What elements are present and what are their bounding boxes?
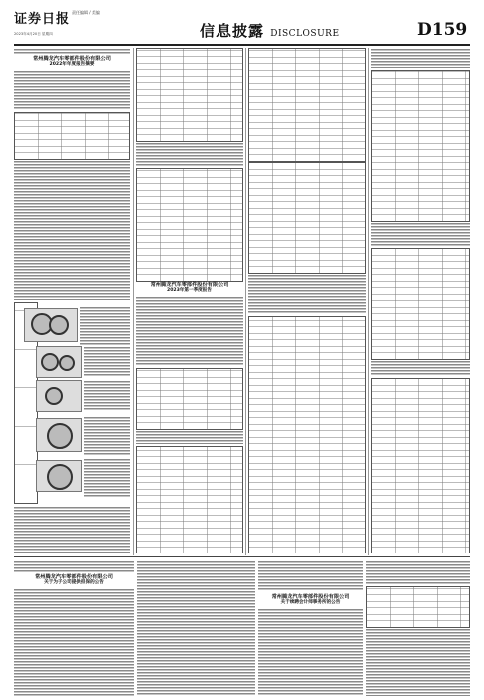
masthead [0, 0, 484, 44]
column-divider [245, 48, 246, 555]
bottom-left-article [14, 560, 134, 696]
text-block [136, 430, 243, 444]
text-block [14, 70, 130, 110]
text-block [80, 306, 130, 346]
cashflow-table [248, 162, 366, 274]
text-block [14, 160, 130, 300]
header-rule [14, 44, 470, 46]
text-block [258, 608, 363, 696]
article-subtitle: 2023年第一季度报告 [167, 288, 212, 293]
section-title-en: DISCLOSURE [270, 29, 340, 39]
product-photo [24, 308, 78, 342]
section-title [200, 20, 340, 41]
quarterly-table [136, 368, 243, 430]
dateline: 2023年4月20日 星期四 [14, 32, 53, 36]
product-photo [36, 418, 82, 452]
text-block [14, 560, 134, 572]
text-block [371, 360, 470, 376]
text-block [14, 48, 130, 54]
column-center-right [248, 48, 366, 553]
shareholder-table [136, 168, 243, 282]
text-block [136, 142, 243, 166]
balance-sheet-table [136, 446, 243, 553]
text-block [84, 458, 130, 498]
text-block [84, 416, 130, 456]
data-table [371, 70, 470, 222]
section-divider [14, 556, 470, 557]
bottom-mid-article [258, 560, 363, 696]
bottom-mid-left-text [137, 560, 255, 696]
article-title: 常州腾龙汽车零部件股份有限公司 [35, 574, 113, 580]
text-block [258, 560, 363, 590]
text-block [136, 296, 243, 366]
product-photo [36, 460, 82, 492]
article-title: 常州腾龙汽车零部件股份有限公司 [150, 282, 229, 288]
data-table [14, 112, 130, 160]
data-table [371, 378, 470, 553]
text-block [14, 506, 130, 553]
section-title-zh: 信息披露 [200, 22, 265, 40]
income-table [248, 48, 366, 162]
data-table [366, 586, 470, 628]
column-right [371, 48, 470, 553]
text-block [14, 588, 134, 696]
product-photo [36, 346, 82, 378]
column-divider [133, 48, 134, 555]
page-number: D159 [417, 20, 468, 40]
column-left [14, 48, 130, 553]
text-block [84, 380, 130, 410]
column-divider [368, 48, 369, 555]
financial-table [136, 48, 243, 142]
article-subtitle: 关于为子公司提供担保的公告 [44, 580, 104, 585]
text-block [371, 48, 470, 68]
text-block [366, 628, 470, 696]
article-title: 常州腾龙汽车零部件股份有限公司 [33, 56, 111, 62]
data-table [371, 248, 470, 360]
newspaper-logo: 证券日报 [14, 12, 71, 27]
statement-table [248, 316, 366, 553]
article-subtitle: 2022年年度报告摘要 [49, 62, 95, 67]
text-block [371, 222, 470, 246]
bottom-right-text [366, 560, 470, 696]
text-block [248, 274, 366, 314]
text-block [366, 560, 470, 584]
product-photo [36, 380, 82, 412]
text-block [137, 560, 255, 696]
text-block [84, 346, 130, 376]
article-subtitle: 关于续聘会计师事务所的公告 [280, 600, 341, 605]
article-title: 常州腾龙汽车零部件股份有限公司 [271, 594, 350, 600]
masthead-subtitle: 责任编辑 / 美编 [72, 10, 100, 15]
column-middle [136, 48, 243, 553]
